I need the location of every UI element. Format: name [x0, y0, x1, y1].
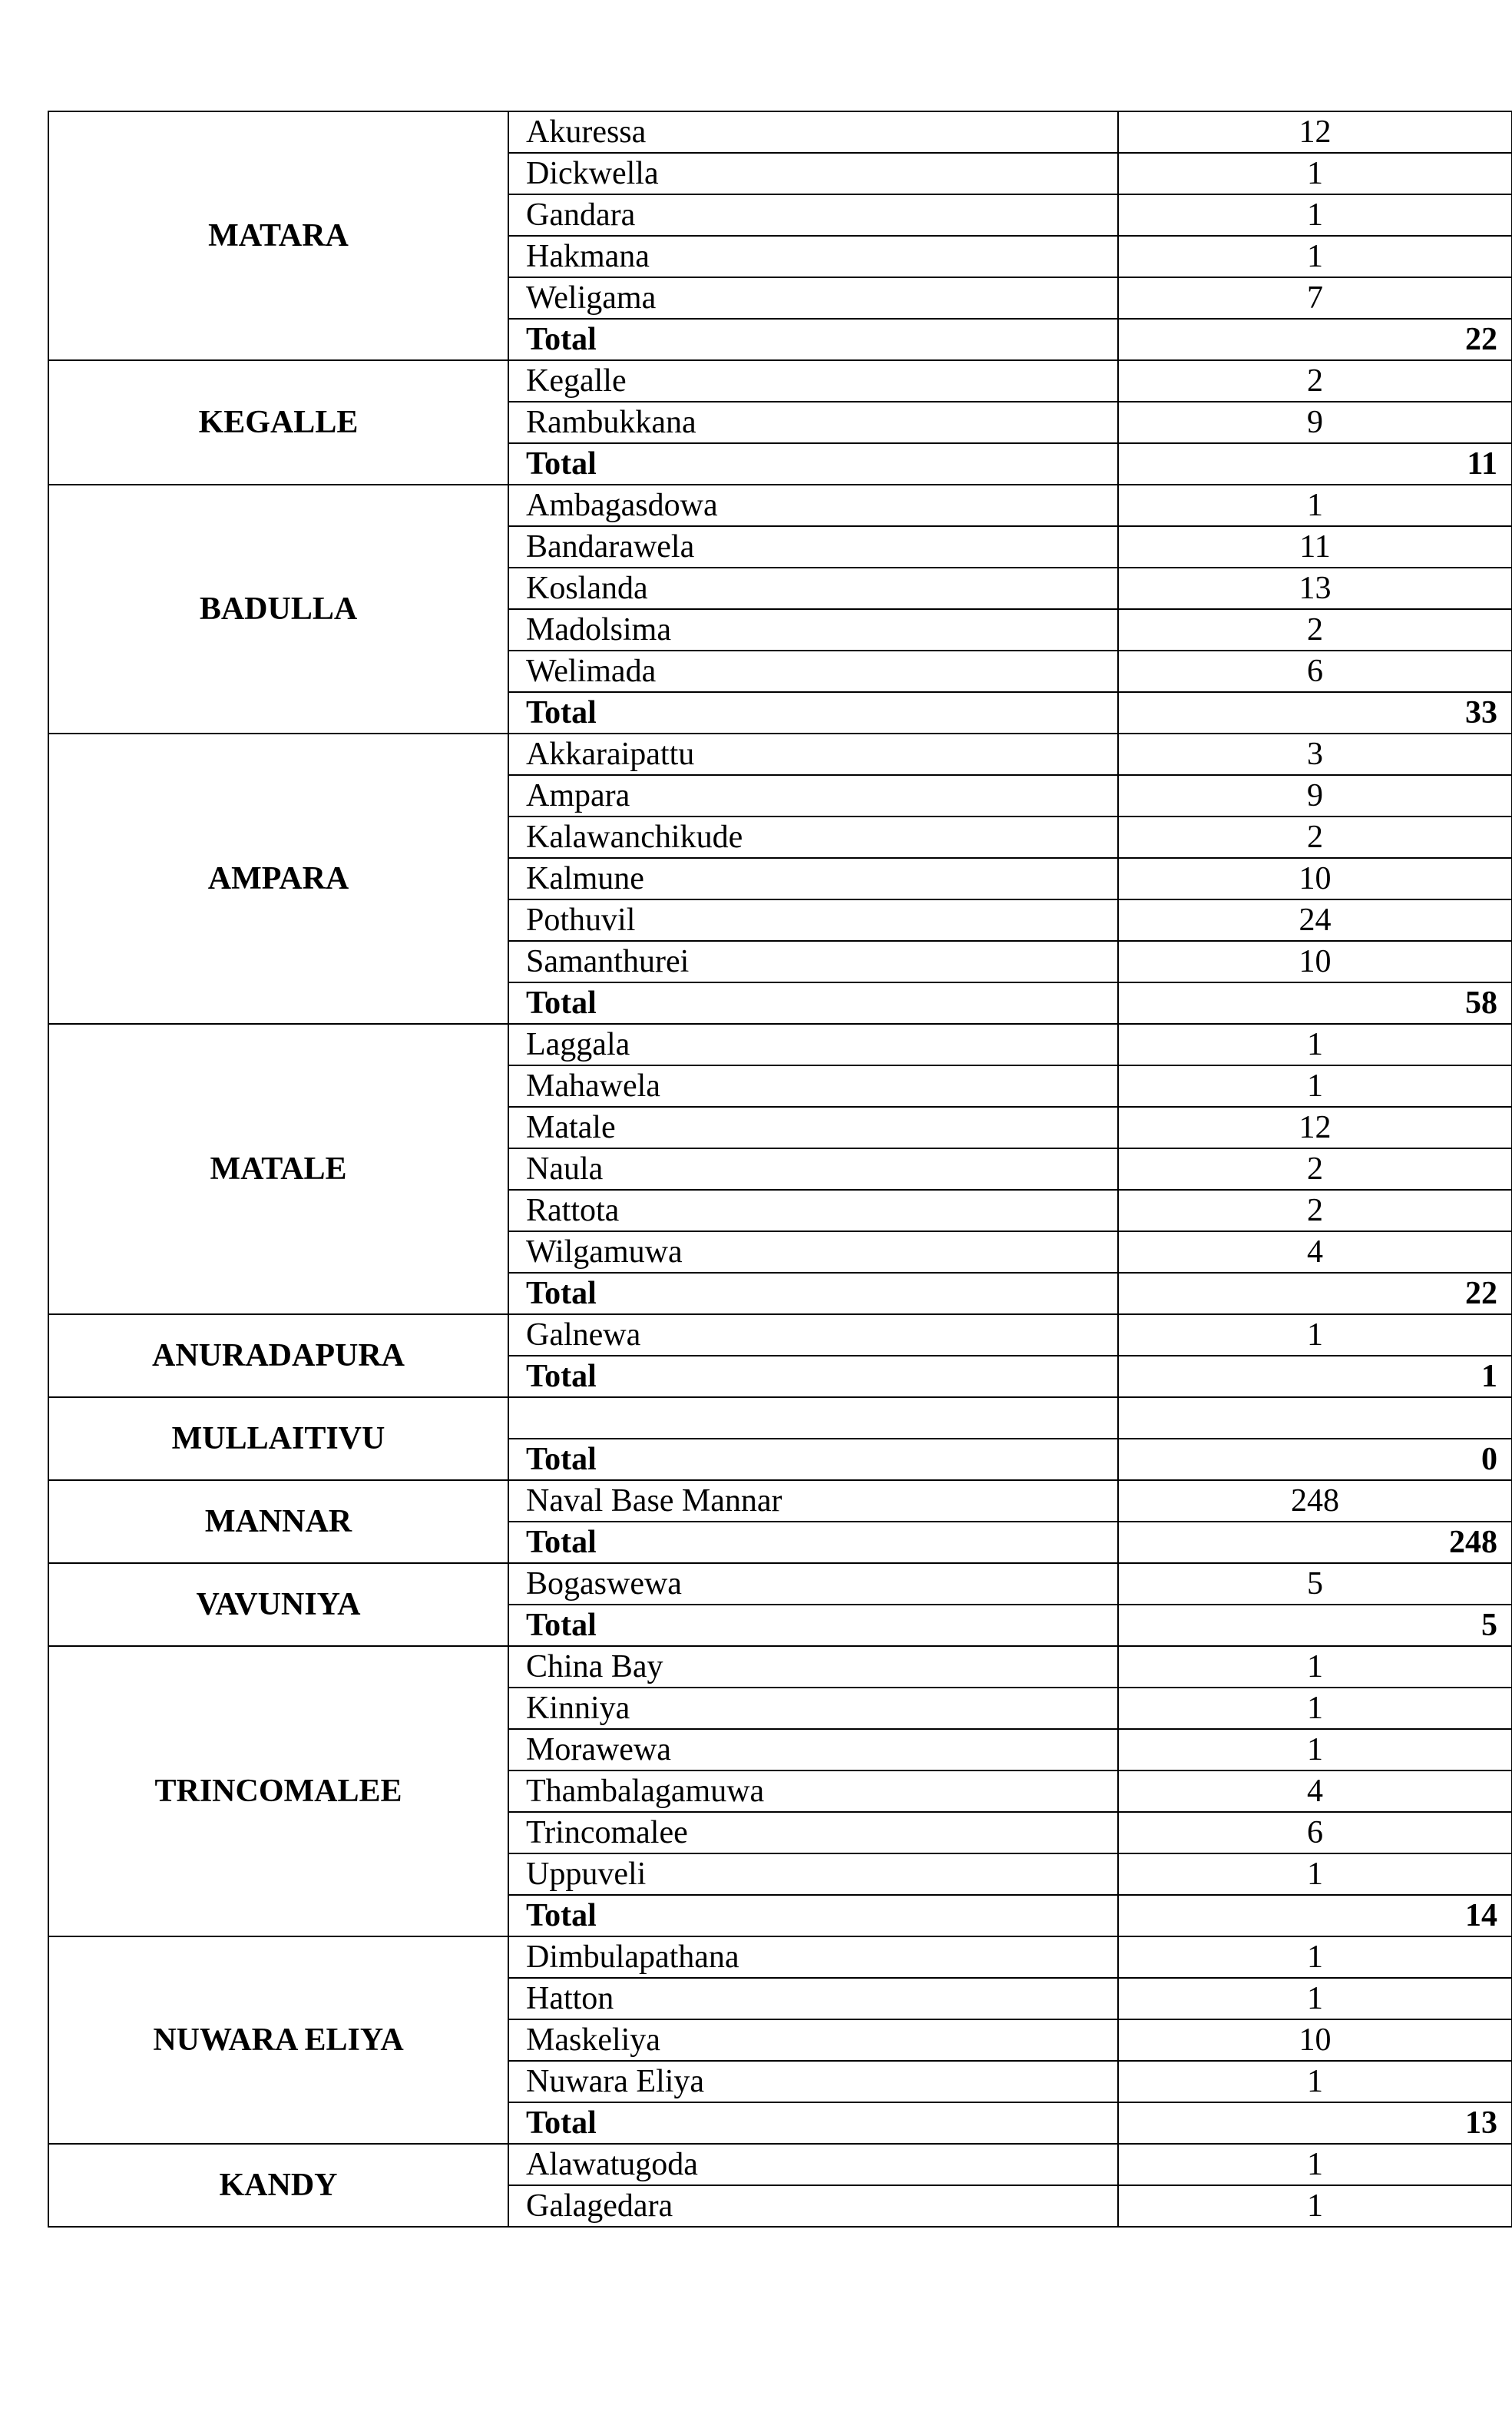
total-value-cell: 33	[1118, 692, 1512, 734]
place-name-cell: Akuressa	[508, 111, 1118, 153]
place-name-cell: Morawewa	[508, 1729, 1118, 1770]
place-count-cell: 4	[1118, 1231, 1512, 1273]
place-count-cell: 1	[1118, 1978, 1512, 2019]
table-row	[48, 485, 1512, 526]
district-name-cell: TRINCOMALEE	[48, 1646, 508, 1936]
table-row	[48, 111, 1512, 153]
place-count-cell: 1	[1118, 2061, 1512, 2102]
total-value-cell: 248	[1118, 1522, 1512, 1563]
place-name-cell: Hakmana	[508, 236, 1118, 277]
place-count-cell: 24	[1118, 899, 1512, 941]
place-count-cell: 1	[1118, 1646, 1512, 1688]
place-count-cell: 1	[1118, 194, 1512, 236]
total-label-cell: Total	[508, 1356, 1118, 1397]
total-value-cell: 22	[1118, 1273, 1512, 1314]
table-row	[48, 1936, 1512, 1978]
total-value-cell: 13	[1118, 2102, 1512, 2144]
place-count-cell: 2	[1118, 609, 1512, 651]
place-name-cell: Bandarawela	[508, 526, 1118, 568]
place-count-cell: 5	[1118, 1563, 1512, 1605]
place-count-cell: 1	[1118, 1688, 1512, 1729]
place-name-cell: Mahawela	[508, 1065, 1118, 1107]
total-value-cell: 11	[1118, 443, 1512, 485]
place-name-cell: Naula	[508, 1148, 1118, 1190]
district-name-cell: ANURADAPURA	[48, 1314, 508, 1397]
place-name-cell: Pothuvil	[508, 899, 1118, 941]
place-name-cell: Dickwella	[508, 153, 1118, 194]
place-name-cell: Uppuveli	[508, 1853, 1118, 1895]
district-name-cell: MANNAR	[48, 1480, 508, 1563]
total-label-cell: Total	[508, 982, 1118, 1024]
district-name-cell: KANDY	[48, 2144, 508, 2227]
table-row	[48, 1024, 1512, 1065]
total-label-cell: Total	[508, 1273, 1118, 1314]
place-count-cell: 1	[1118, 2185, 1512, 2227]
place-count-cell: 2	[1118, 817, 1512, 858]
place-name-cell: Hatton	[508, 1978, 1118, 2019]
place-name-cell: Naval Base Mannar	[508, 1480, 1118, 1522]
place-name-cell: Alawatugoda	[508, 2144, 1118, 2185]
place-name-cell: Galnewa	[508, 1314, 1118, 1356]
place-name-cell: Kalawanchikude	[508, 817, 1118, 858]
place-name-cell: Galagedara	[508, 2185, 1118, 2227]
place-count-cell: 1	[1118, 1024, 1512, 1065]
place-name-cell: Rattota	[508, 1190, 1118, 1231]
district-name-cell: NUWARA ELIYA	[48, 1936, 508, 2144]
place-name-cell: China Bay	[508, 1646, 1118, 1688]
total-label-cell: Total	[508, 1522, 1118, 1563]
table-row	[48, 1397, 1512, 1439]
place-count-cell: 1	[1118, 236, 1512, 277]
place-count-cell: 9	[1118, 402, 1512, 443]
district-name-cell: MATALE	[48, 1024, 508, 1314]
place-count-cell: 6	[1118, 1812, 1512, 1853]
district-name-cell: KEGALLE	[48, 360, 508, 485]
table-row	[48, 734, 1512, 775]
total-label-cell: Total	[508, 1605, 1118, 1646]
district-cases-table	[48, 111, 1512, 2228]
total-label-cell: Total	[508, 1439, 1118, 1480]
place-count-cell: 1	[1118, 1729, 1512, 1770]
place-name-cell: Akkaraipattu	[508, 734, 1118, 775]
total-value-cell: 22	[1118, 319, 1512, 360]
place-name-cell: Koslanda	[508, 568, 1118, 609]
place-count-cell: 248	[1118, 1480, 1512, 1522]
place-count-cell: 12	[1118, 111, 1512, 153]
table-body	[48, 111, 1512, 2227]
total-value-cell: 58	[1118, 982, 1512, 1024]
place-count-cell: 1	[1118, 1065, 1512, 1107]
place-count-cell: 2	[1118, 1190, 1512, 1231]
place-count-cell: 10	[1118, 941, 1512, 982]
district-name-cell: AMPARA	[48, 734, 508, 1024]
place-count-cell: 9	[1118, 775, 1512, 817]
place-name-cell: Laggala	[508, 1024, 1118, 1065]
table-row	[48, 360, 1512, 402]
place-count-cell: 13	[1118, 568, 1512, 609]
place-count-cell: 6	[1118, 651, 1512, 692]
place-count-cell: 10	[1118, 858, 1512, 899]
place-count-cell: 1	[1118, 153, 1512, 194]
table-row	[48, 1314, 1512, 1356]
place-name-cell: Kalmune	[508, 858, 1118, 899]
total-label-cell: Total	[508, 1895, 1118, 1936]
total-label-cell: Total	[508, 443, 1118, 485]
place-count-cell: 2	[1118, 360, 1512, 402]
total-label-cell: Total	[508, 2102, 1118, 2144]
table-row	[48, 2144, 1512, 2185]
place-name-cell: Thambalagamuwa	[508, 1770, 1118, 1812]
table-row	[48, 1480, 1512, 1522]
place-name-cell	[508, 1397, 1118, 1439]
place-count-cell: 1	[1118, 1314, 1512, 1356]
place-count-cell	[1118, 1397, 1512, 1439]
place-name-cell: Ambagasdowa	[508, 485, 1118, 526]
place-name-cell: Kinniya	[508, 1688, 1118, 1729]
district-name-cell: MULLAITIVU	[48, 1397, 508, 1480]
district-name-cell: BADULLA	[48, 485, 508, 734]
place-count-cell: 11	[1118, 526, 1512, 568]
place-count-cell: 10	[1118, 2019, 1512, 2061]
place-count-cell: 1	[1118, 485, 1512, 526]
place-count-cell: 3	[1118, 734, 1512, 775]
total-value-cell: 14	[1118, 1895, 1512, 1936]
place-name-cell: Bogaswewa	[508, 1563, 1118, 1605]
place-name-cell: Trincomalee	[508, 1812, 1118, 1853]
place-count-cell: 1	[1118, 1936, 1512, 1978]
table-row	[48, 1563, 1512, 1605]
place-name-cell: Madolsima	[508, 609, 1118, 651]
place-name-cell: Welimada	[508, 651, 1118, 692]
place-name-cell: Nuwara Eliya	[508, 2061, 1118, 2102]
place-count-cell: 4	[1118, 1770, 1512, 1812]
place-name-cell: Gandara	[508, 194, 1118, 236]
place-name-cell: Kegalle	[508, 360, 1118, 402]
place-name-cell: Rambukkana	[508, 402, 1118, 443]
place-count-cell: 7	[1118, 277, 1512, 319]
place-name-cell: Samanthurei	[508, 941, 1118, 982]
place-name-cell: Maskeliya	[508, 2019, 1118, 2061]
total-value-cell: 5	[1118, 1605, 1512, 1646]
place-count-cell: 1	[1118, 1853, 1512, 1895]
total-label-cell: Total	[508, 319, 1118, 360]
total-label-cell: Total	[508, 692, 1118, 734]
district-name-cell: VAVUNIYA	[48, 1563, 508, 1646]
place-name-cell: Matale	[508, 1107, 1118, 1148]
place-count-cell: 12	[1118, 1107, 1512, 1148]
district-name-cell: MATARA	[48, 111, 508, 360]
place-name-cell: Dimbulapathana	[508, 1936, 1118, 1978]
place-name-cell: Wilgamuwa	[508, 1231, 1118, 1273]
table-row	[48, 1646, 1512, 1688]
place-name-cell: Weligama	[508, 277, 1118, 319]
place-count-cell: 2	[1118, 1148, 1512, 1190]
total-value-cell: 0	[1118, 1439, 1512, 1480]
total-value-cell: 1	[1118, 1356, 1512, 1397]
place-count-cell: 1	[1118, 2144, 1512, 2185]
place-name-cell: Ampara	[508, 775, 1118, 817]
